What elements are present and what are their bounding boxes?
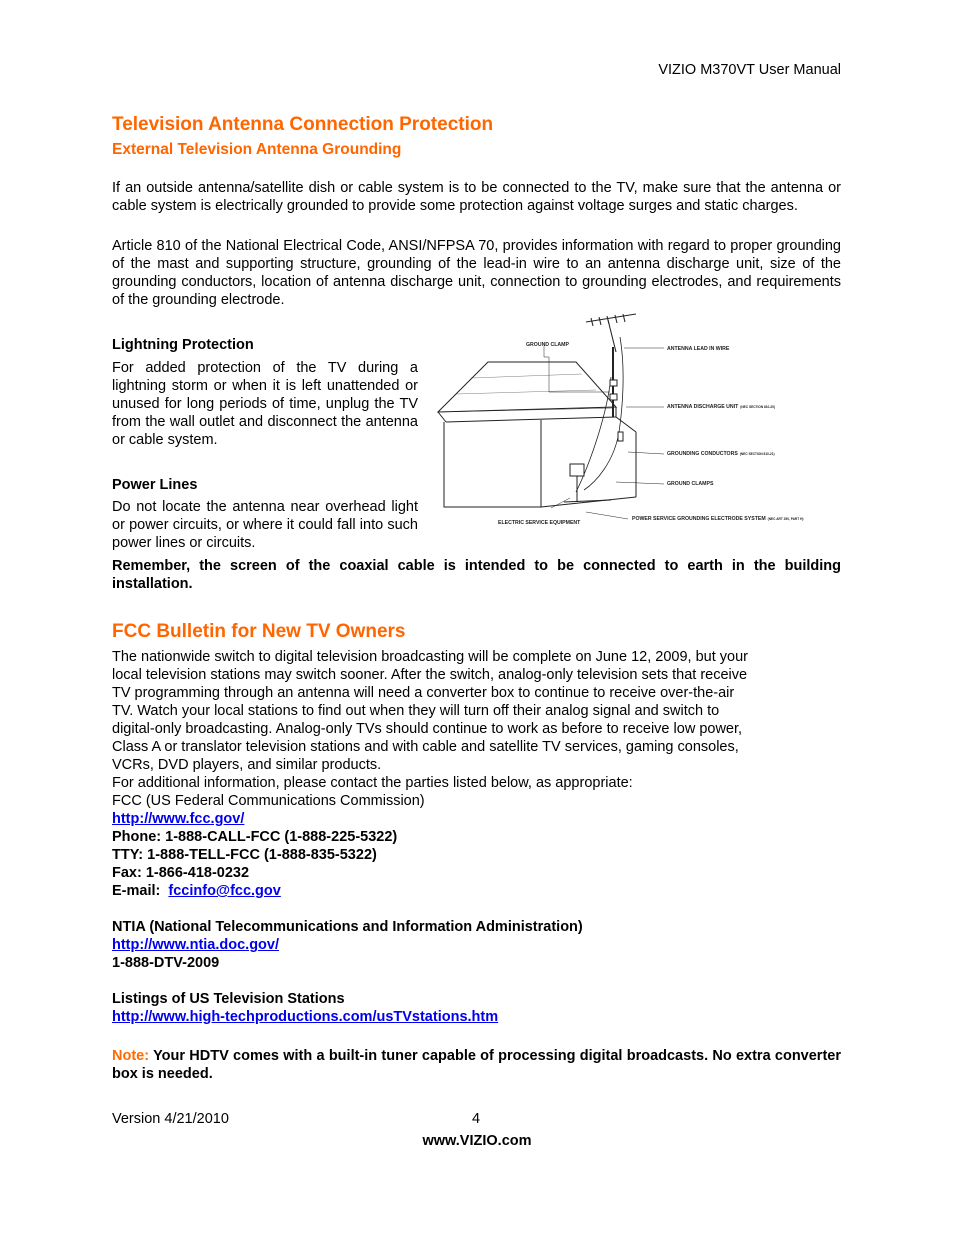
label-power-service: POWER SERVICE GROUNDING ELECTRODE SYSTEM (NEC ART 250, PART H) [632,516,804,522]
label-ground-clamps: GROUND CLAMPS [667,481,714,487]
fcc-email-row [112,882,812,900]
fcc-phone: Phone: 1-888-CALL-FCC (1-888-225-5322) [112,829,398,845]
antenna-grounding-diagram [436,312,841,530]
discharge-unit [618,432,623,441]
paragraph-grounding-intro: If an outside antenna/satellite dish or cable system is to be connected to the TV, make sure that the antenna or cable system is electrically grounded to provide some protection against voltage surges and static charges. [112,180,841,214]
label-grounding-conductors: GROUNDING CONDUCTORS (NEC SECTION 810-21) [667,451,775,457]
house-roof [438,362,616,412]
ntia-url-link[interactable]: http://www.ntia.doc.gov/ [112,937,280,953]
note-label: Note: [112,1048,150,1064]
fcc-url-link[interactable]: http://www.fcc.gov/ [112,811,245,827]
header-title: VIZIO M370VT User Manual [658,62,841,78]
fcc-line: The nationwide switch to digital television broadcasting will be complete on June 12, 2009, but your [112,649,748,665]
label-electric-service: ELECTRIC SERVICE EQUIPMENT [498,520,581,526]
fcc-bulletin-body [112,648,812,1026]
label-ground-clamp: GROUND CLAMP [526,342,569,348]
electric-service-box [570,464,584,476]
antenna-lead-wire [584,337,623,490]
section-title-antenna: Television Antenna Connection Protection [112,114,494,135]
section-subtitle-grounding: External Television Antenna Grounding [112,141,402,158]
section-title-fcc: FCC Bulletin for New TV Owners [112,621,406,642]
remember-note: Remember, the screen of the coaxial cable is intended to be connected to earth in the building installation. [112,558,841,592]
listings-url-link[interactable]: http://www.high-techproductions.com/usTVstations.htm [112,1009,499,1025]
fcc-line: local television stations may switch sooner. After the switch, analog-only television sets that receive [112,667,748,683]
lightning-heading: Lightning Protection [112,337,254,353]
lightning-text: For added protection of the TV during a lightning storm or when it is left unattended or unused for long periods of time, unplug the TV from the wall outlet and disconnect the antenna or cable system. [112,360,418,448]
footer-page-number: 4 [472,1111,481,1127]
fcc-line: TV programming through an antenna will need a converter box to continue to receive over-the-air [112,685,735,701]
paragraph-article-810: Article 810 of the National Electrical Code, ANSI/NFPSA 70, provides information with regard to proper grounding of the mast and supporting structure, grounding of the lead-in wire to an antenna discharge unit, size of the grounding conductors, location of antenna discharge unit, connection to grounding electrodes, and requirements of the grounding electrode. [112,238,841,308]
additional-info: For additional information, please contact the parties listed below, as appropriate: [112,775,633,791]
note-text: Your HDTV comes with a built-in tuner capable of processing digital broadcasts. No extra converter box is needed. [112,1048,841,1082]
footer-version: Version 4/21/2010 [112,1111,229,1127]
power-lines-heading: Power Lines [112,477,198,493]
fcc-line: Class A or translator television stations and with cable and satellite TV services, gaming consoles, [112,739,739,755]
note-paragraph [112,1047,841,1083]
power-lines-text: Do not locate the antenna near overhead light or power circuits, or where it could fall into such power lines or circuits. [112,499,418,551]
fcc-tty: TTY: 1-888-TELL-FCC (1-888-835-5322) [112,847,377,863]
ntia-phone: 1-888-DTV-2009 [112,955,220,971]
fcc-email-link[interactable]: fccinfo@fcc.gov [168,883,281,899]
label-discharge-unit: ANTENNA DISCHARGE UNIT (NEC SECTION 810-20) [667,404,775,410]
footer-site: www.VIZIO.com [422,1133,532,1149]
ntia-name: NTIA (National Telecommunications and Information Administration) [112,919,583,935]
fcc-fax: Fax: 1-866-418-0232 [112,865,250,881]
fcc-line: TV. Watch your local stations to find out when they will turn off their analog signal and switch to [112,703,720,719]
listings-heading: Listings of US Television Stations [112,991,345,1007]
fcc-name: FCC (US Federal Communications Commission) [112,793,425,809]
fcc-line: VCRs, DVD players, and similar products. [112,757,382,773]
label-antenna-lead: ANTENNA LEAD IN WIRE [667,346,730,352]
fcc-line: digital-only broadcasting. Analog-only TVs should continue to work as before to receive low power, [112,721,743,737]
email-label: E-mail: [112,883,161,899]
